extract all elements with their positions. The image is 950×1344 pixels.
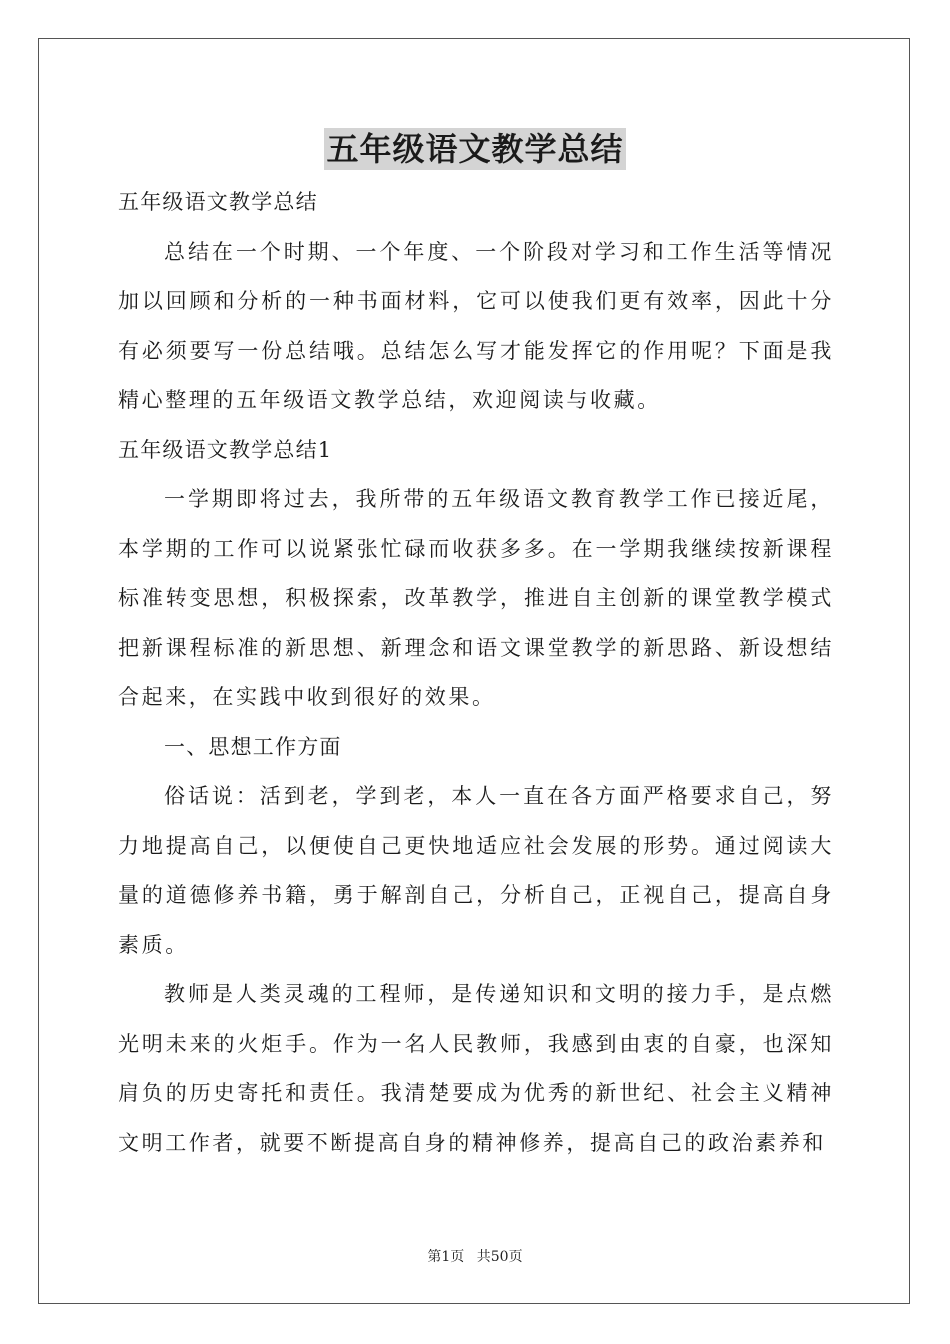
body-paragraph-3: 教师是人类灵魂的工程师，是传递知识和文明的接力手，是点燃光明未来的火炬手。作为一名人民教师，我感到由衷的自豪，也深知肩负的历史寄托和责任。我清楚要成为优秀的新世纪、社会主义精神文明工作者，就要不断提高自身的精神修养，提高自己的政治素养和	[118, 982, 834, 1155]
section-title: 五年级语文教学总结1	[118, 437, 333, 462]
page-total: 共50页	[476, 1249, 523, 1265]
title-container	[0, 128, 950, 170]
intro-paragraph: 总结在一个时期、一个年度、一个阶段对学习和工作生活等情况加以回顾和分析的一种书面材料，它可以使我们更有效率，因此十分有必须要写一份总结哦。总结怎么写才能发挥它的作用呢？下面是我精心整理的五年级语文教学总结，欢迎阅读与收藏。	[118, 239, 834, 412]
body-paragraph-1: 一学期即将过去，我所带的五年级语文教育教学工作已接近尾，本学期的工作可以说紧张忙碌而收获多多。在一学期我继续按新课程标准转变思想，积极探索，改革教学，推进自主创新的课堂教学模式把新课程标准的新思想、新理念和语文课堂教学的新思路、新设想结合起来，在实践中收到很好的效果。	[118, 487, 834, 709]
document-title: 五年级语文教学总结	[326, 130, 624, 168]
body-paragraph-2: 俗话说：活到老，学到老，本人一直在各方面严格要求自己，努力地提高自己，以便使自己更快地适应社会发展的形势。通过阅读大量的道德修养书籍，勇于解剖自己，分析自己，正视自己，提高自身素质。	[118, 784, 834, 957]
section-heading-1: 一、思想工作方面	[164, 734, 342, 759]
page-number: 第1页	[427, 1249, 465, 1265]
document-body	[118, 178, 834, 1168]
document-subtitle: 五年级语文教学总结	[118, 190, 318, 214]
page-footer	[0, 1246, 950, 1266]
